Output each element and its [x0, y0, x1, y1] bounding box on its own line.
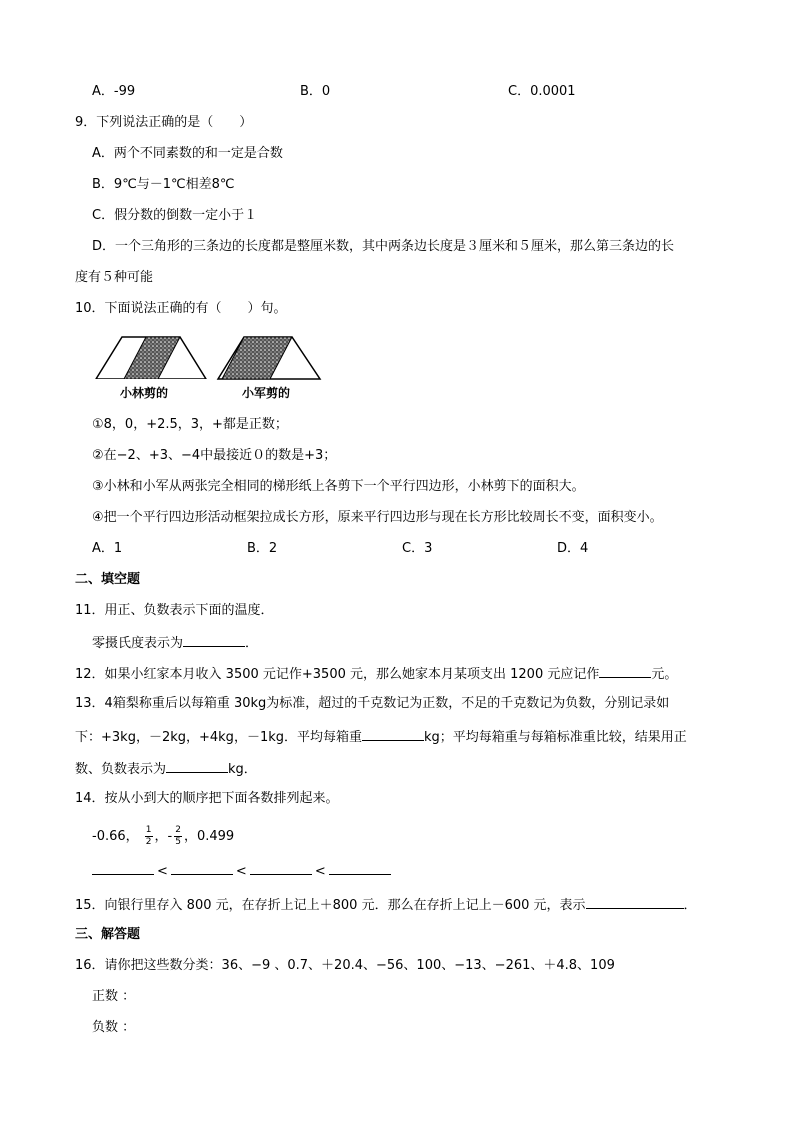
trapezoid-xiaolin: [94, 337, 208, 401]
q12-text-end: 元。: [651, 667, 678, 682]
q13-answer-blank-1[interactable]: [362, 726, 424, 741]
q8-option-c: C．0.0001: [508, 84, 576, 99]
q14-answer-row: [92, 860, 391, 882]
trapezoid-figures: [92, 333, 332, 405]
q13-line3: [75, 758, 257, 780]
q14-blank-4[interactable]: [329, 860, 391, 875]
q14-n-last: ，0.499: [183, 829, 235, 844]
q9-option-a: A．两个不同素数的和一定是合数: [92, 146, 283, 161]
q15-text: 15．向银行里存入 800 元，在存折上记上＋800 元．那么在存折上记上－600 元，表示: [75, 898, 586, 913]
q14-lt-3: <: [314, 864, 326, 879]
q14-fraction-1: $\frac{1}{2}$: [145, 825, 152, 847]
q9-option-c: C．假分数的倒数一定小于１: [92, 208, 258, 223]
fig-label-xiaolin: 小林剪的: [120, 386, 169, 400]
q13-line2: [75, 726, 687, 748]
q11-answer-blank[interactable]: [183, 632, 245, 647]
fig-label-xiaojun: 小军剪的: [242, 386, 291, 400]
q12: [75, 663, 677, 685]
q14-numbers: [92, 824, 234, 850]
q15: [75, 894, 697, 916]
q13-line3-end: kg．: [228, 762, 257, 777]
q14-stem: 14．按从小到大的顺序把下面各数排列起来。: [75, 791, 339, 806]
q16-stem: 16．请你把这些数分类：36、−9 、0.7、＋20.4、−56、100、−13、−261、＋4.8、109: [75, 958, 615, 973]
q14-lt-2: <: [235, 864, 247, 879]
q14-fraction-2: $\frac{2}{5}$: [175, 825, 181, 847]
q8-option-b: B．0: [300, 84, 331, 99]
trapezoid-xiaojun: [218, 337, 320, 400]
q9-stem: 9．下列说法正确的是（ ）: [75, 115, 253, 130]
q13-line2-end: kg；平均每箱重与每箱标准重比较，结果用正: [424, 730, 687, 745]
q14-n1: -0.66，: [92, 829, 139, 844]
q14-sep: ，-: [154, 829, 173, 844]
q10-option-a: A．1: [92, 541, 123, 556]
q16-negative-label: 负数 ：: [92, 1020, 136, 1035]
q10-statement-4: ④把一个平行四边形活动框架拉成长方形，原来平行四边形与现在长方形比较周长不变，面积变小。: [92, 510, 663, 525]
q15-text-end: ．: [683, 898, 697, 913]
q13-line3-text: 数、负数表示为: [75, 762, 167, 777]
q9-option-b: B．9℃与－1℃相差8℃: [92, 177, 235, 192]
q9-option-d-line2: 度有５种可能: [75, 270, 154, 285]
q10-option-b: B．2: [247, 541, 278, 556]
q14-blank-3[interactable]: [250, 860, 312, 875]
q12-answer-blank[interactable]: [599, 663, 651, 678]
q11-stem: 11．用正、负数表示下面的温度．: [75, 603, 274, 618]
q9-option-d-line1: D．一个三角形的三条边的长度都是整厘米数，其中两条边长度是３厘米和５厘米，那么第三条边的长: [92, 239, 675, 254]
q13-line1: 13．4箱梨称重后以每箱重 30kg为标准，超过的千克数记为正数，不足的千克数记为负数，分别记录如: [75, 696, 670, 711]
q14-blank-1[interactable]: [92, 860, 154, 875]
q11-sub-end: ．: [245, 636, 259, 651]
section-fill-in-heading: 二、填空题: [75, 572, 141, 587]
q13-answer-blank-2[interactable]: [166, 758, 228, 773]
q15-answer-blank[interactable]: [586, 894, 684, 909]
q11-sub: [92, 632, 258, 654]
q10-statement-2: ②在−2、+3、−4中最接近０的数是+3；: [92, 448, 337, 463]
q10-statement-3: ③小林和小军从两张完全相同的梯形纸上各剪下一个平行四边形，小林剪下的面积大。: [92, 479, 585, 494]
q10-stem: 10．下面说法正确的有（ ）句。: [75, 301, 287, 316]
q13-line2-text: 下：+3kg，－2kg，+4kg，－1kg．平均每箱重: [75, 730, 362, 745]
q14-blank-2[interactable]: [171, 860, 233, 875]
q10-option-d: D．4: [557, 541, 589, 556]
q11-sub-text: 零摄氏度表示为: [92, 636, 184, 651]
q10-statement-1: ①8，0，+2.5，3，+都是正数；: [92, 417, 288, 432]
q16-positive-label: 正数 ：: [92, 989, 136, 1004]
q14-lt-1: <: [157, 864, 168, 879]
q8-option-a: A．-99: [92, 84, 136, 99]
section-answer-heading: 三、解答题: [75, 927, 141, 942]
q10-option-c: C．3: [402, 541, 433, 556]
q12-text: 12．如果小红家本月收入 3500 元记作+3500 元，那么她家本月某项支出 1200 元应记作: [75, 667, 600, 682]
